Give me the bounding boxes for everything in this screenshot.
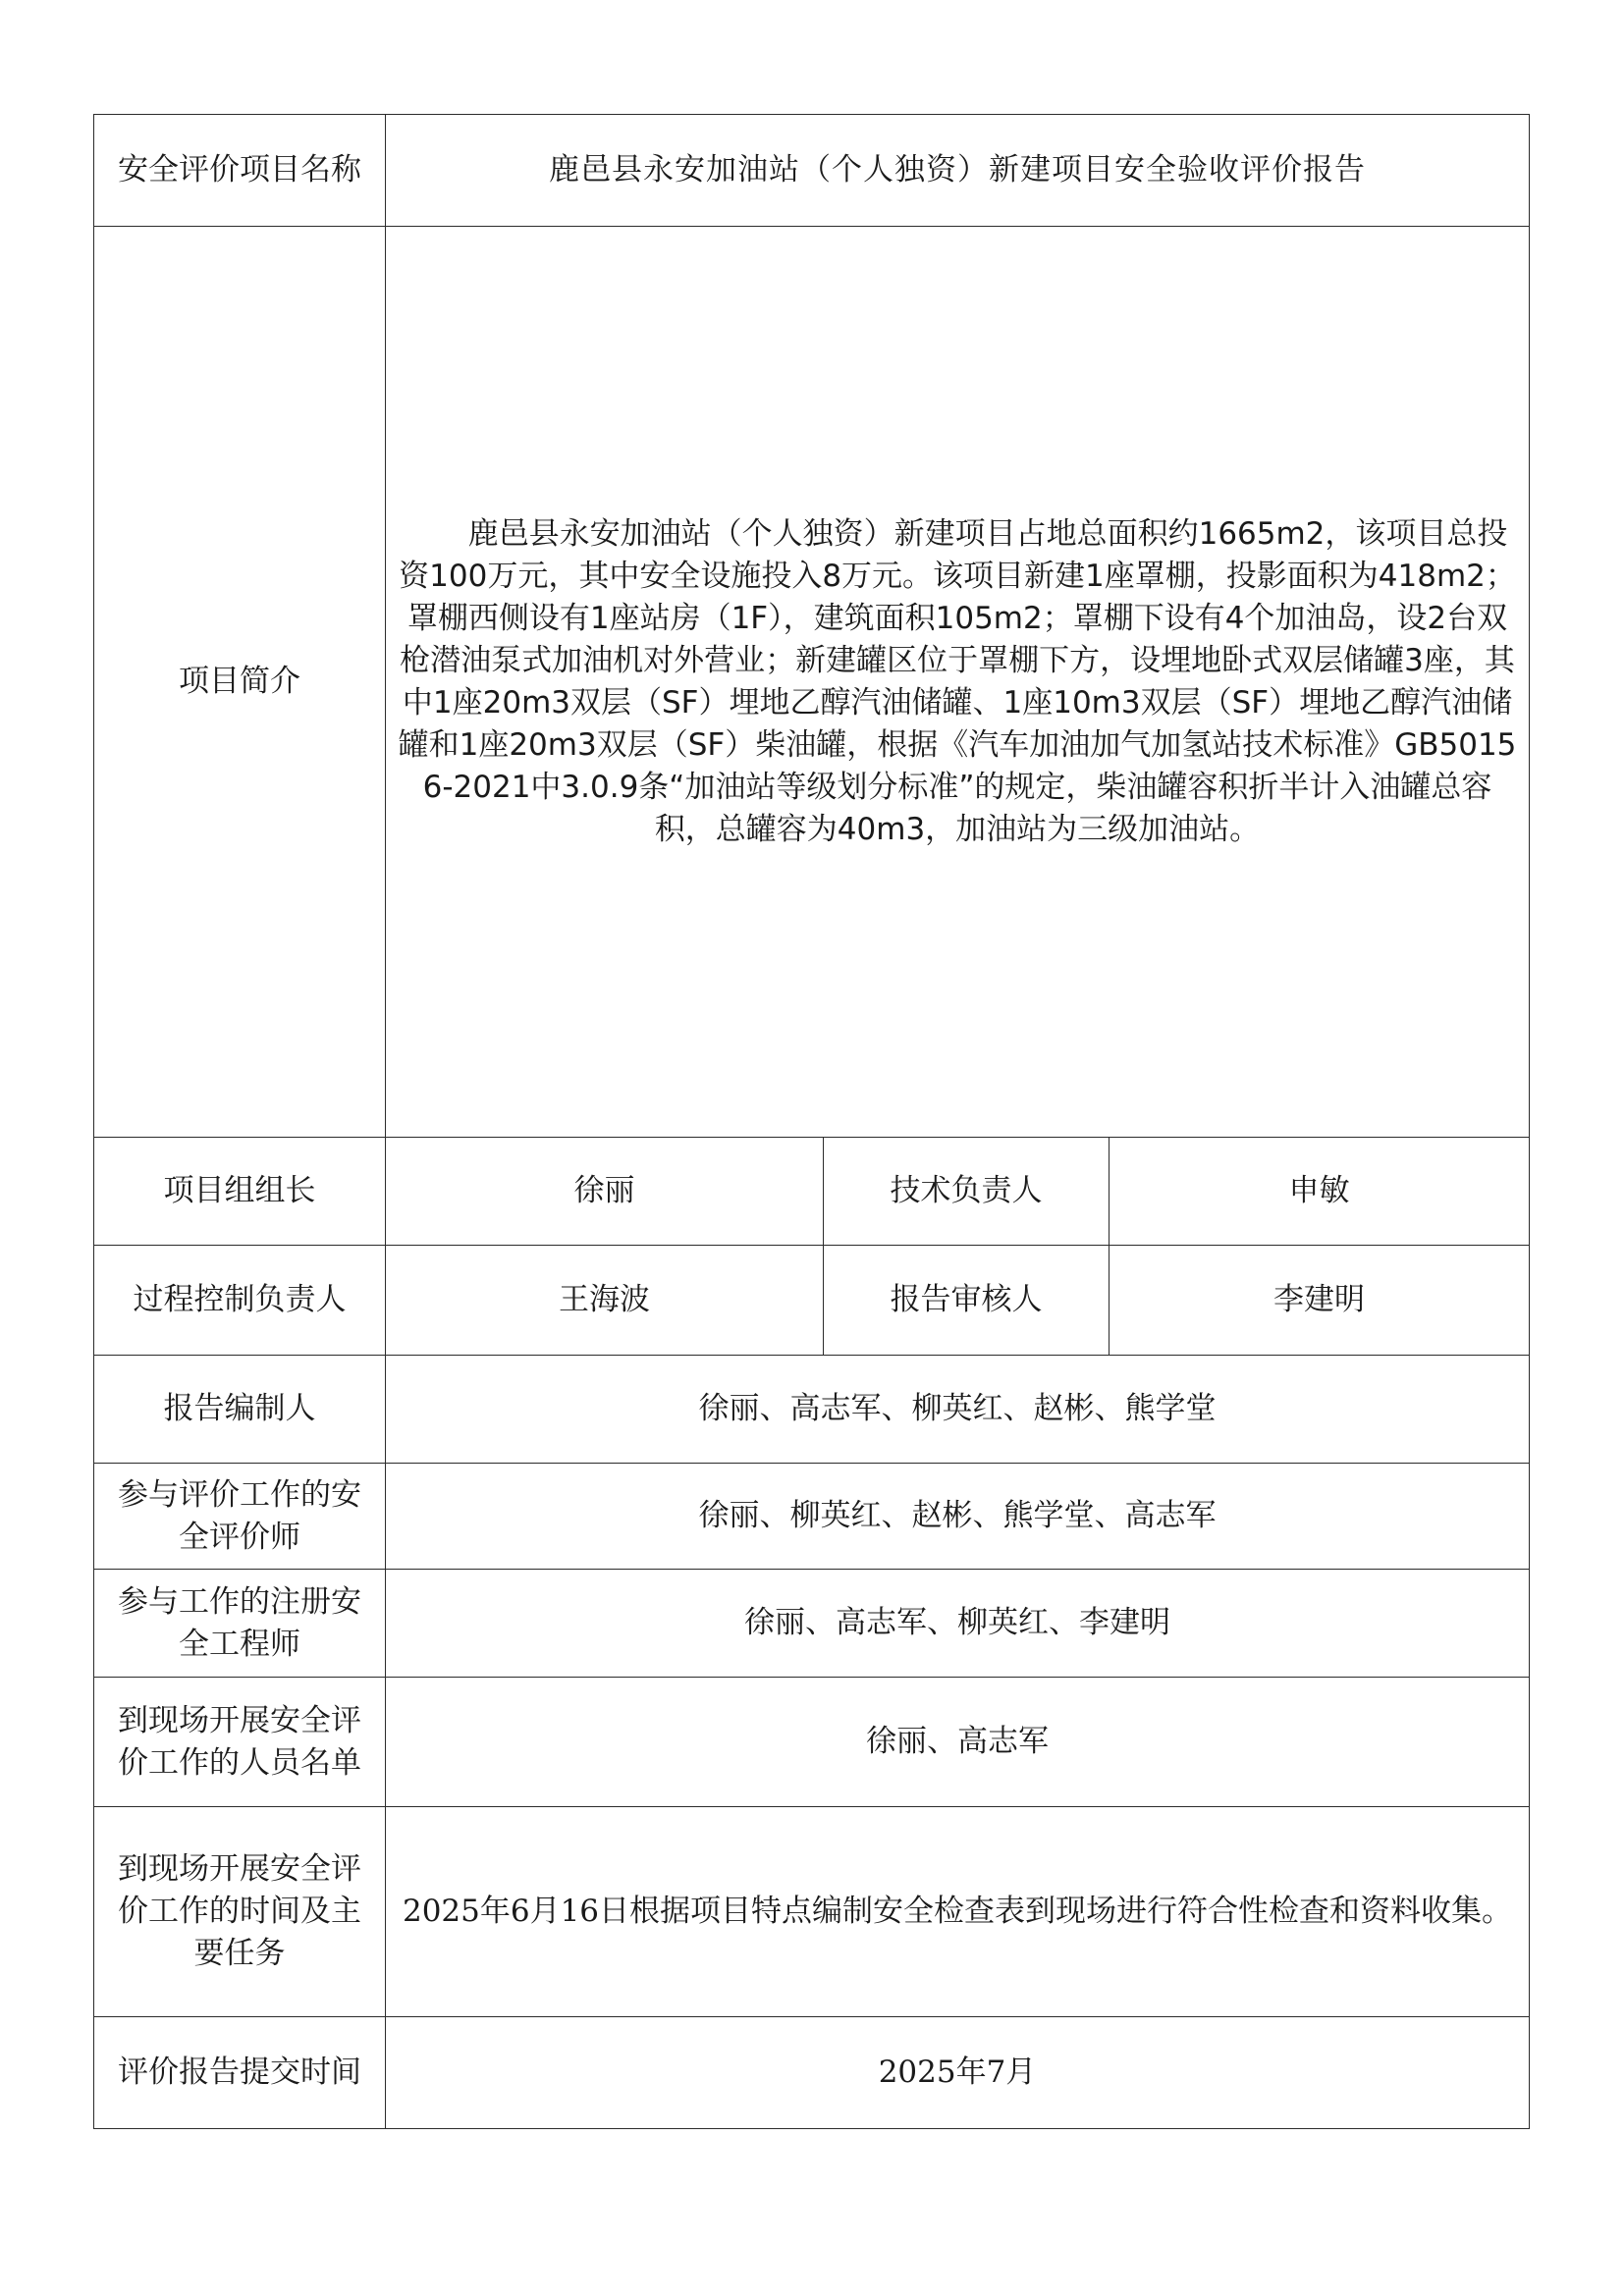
project-name-label: 安全评价项目名称 bbox=[94, 115, 386, 227]
row-report-editors bbox=[94, 1356, 1530, 1464]
team-leader-value: 徐丽 bbox=[386, 1138, 824, 1246]
evaluators-label: 参与评价工作的安全评价师 bbox=[94, 1464, 386, 1570]
project-name-value: 鹿邑县永安加油站（个人独资）新建项目安全验收评价报告 bbox=[386, 115, 1530, 227]
engineers-value: 徐丽、高志军、柳英红、李建明 bbox=[386, 1570, 1530, 1678]
row-submit-time bbox=[94, 2017, 1530, 2129]
submit-time-value: 2025年7月 bbox=[386, 2017, 1530, 2129]
row-team-leader bbox=[94, 1138, 1530, 1246]
onsite-staff-label: 到现场开展安全评价工作的人员名单 bbox=[94, 1678, 386, 1807]
onsite-time-label: 到现场开展安全评价工作的时间及主要任务 bbox=[94, 1807, 386, 2017]
report-editors-value: 徐丽、高志军、柳英红、赵彬、熊学堂 bbox=[386, 1356, 1530, 1464]
row-onsite-time bbox=[94, 1807, 1530, 2017]
row-onsite-staff bbox=[94, 1678, 1530, 1807]
row-process-control bbox=[94, 1246, 1530, 1356]
project-summary-value: 鹿邑县永安加油站（个人独资）新建项目占地总面积约1665m2，该项目总投资100万元，其中安全设施投入8万元。该项目新建1座罩棚，投影面积为418m2；罩棚西侧设有1座站房（1F），建筑面积105m2；罩棚下设有4个加油岛，设2台双枪潜油泵式加油机对外营业；新建罐区位于罩棚下方，设埋地卧式双层储罐3座，其中1座20m3双层（SF）埋地乙醇汽油储罐、1座10m3双层（SF）埋地乙醇汽油储罐和1座20m3双层（SF）柴油罐，根据《汽车加油加气加氢站技术标准》GB50156-2021中3.0.9条“加油站等级划分标准”的规定，柴油罐容积折半计入油罐总容积，总罐容为40m3，加油站为三级加油站。 bbox=[386, 227, 1530, 1138]
row-project-name bbox=[94, 115, 1530, 227]
team-leader-label: 项目组组长 bbox=[94, 1138, 386, 1246]
onsite-staff-value: 徐丽、高志军 bbox=[386, 1678, 1530, 1807]
tech-lead-label: 技术负责人 bbox=[824, 1138, 1110, 1246]
row-evaluators bbox=[94, 1464, 1530, 1570]
report-editors-label: 报告编制人 bbox=[94, 1356, 386, 1464]
process-control-label: 过程控制负责人 bbox=[94, 1246, 386, 1356]
process-control-value: 王海波 bbox=[386, 1246, 824, 1356]
submit-time-label: 评价报告提交时间 bbox=[94, 2017, 386, 2129]
report-reviewer-label: 报告审核人 bbox=[824, 1246, 1110, 1356]
row-project-summary bbox=[94, 227, 1530, 1138]
project-summary-label: 项目简介 bbox=[94, 227, 386, 1138]
tech-lead-value: 申敏 bbox=[1110, 1138, 1530, 1246]
evaluation-info-table bbox=[93, 114, 1530, 2129]
engineers-label: 参与工作的注册安全工程师 bbox=[94, 1570, 386, 1678]
evaluators-value: 徐丽、柳英红、赵彬、熊学堂、高志军 bbox=[386, 1464, 1530, 1570]
row-engineers bbox=[94, 1570, 1530, 1678]
onsite-time-value: 2025年6月16日根据项目特点编制安全检查表到现场进行符合性检查和资料收集。 bbox=[386, 1807, 1530, 2017]
report-reviewer-value: 李建明 bbox=[1110, 1246, 1530, 1356]
